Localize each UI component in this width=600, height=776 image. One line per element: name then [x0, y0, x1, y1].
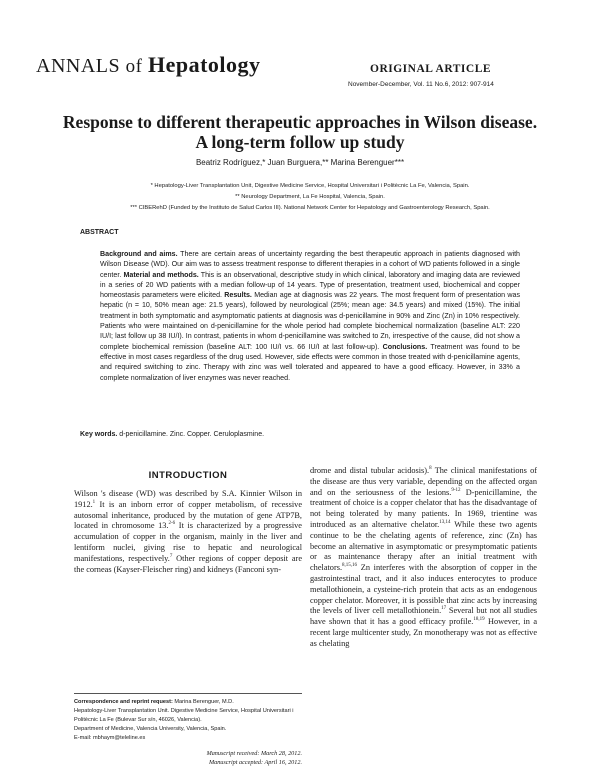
abstract-conclusions-text: Treatment was found to be effective in most cases regardless of the drug used. However, side effects were common in those treated with d-penicillamine agents, and required switching to zinc. Therapy with zinc was well tolerated and appeared to have a good efficacy. However, in 33% a complete normalization of liver enzymes was never reached.: [100, 342, 520, 382]
logo-hepatology: Hepatology: [147, 52, 261, 77]
abstract-background-text: There are certain areas of uncertainty regarding the best therapeutic approach in patients diagnosed with Wilson Disease (WD). Our aim was to assess treatment response to different therapies in a cohort of WD patients followed in a single center.: [100, 250, 521, 279]
affiliation-1: * Hepatology-Liver Transplantation Unit, Digestive Medicine Service, Hospital Universitari i Politècnic La Fe, Valencia, Spain.: [150, 183, 470, 189]
article-title: [30, 112, 570, 152]
manuscript-received: Manuscript received: March 28, 2012.: [206, 750, 302, 757]
abstract-methods-text: This is an observational, descriptive study in which clinical, laboratory and imaging data are reviewed in a series of 20 WD patients with a median follow-up of 14 years. Type of presentation, treatment used, biochemical and copper homeostasis parameters were elicited.: [100, 270, 520, 300]
manuscript-dates: [74, 749, 302, 767]
abstract-results-text: Median age at diagnosis was 22 years. The most frequent form of presentation was hepatic (n = 10, 50% mean age: 21.5 years), followed by neurological (25%; mean age: 34.5 years) and mixed (15%). The initial treatment in both symptomatic and asymptomatic patients at diagnosis was d-penicillamine in 90% and Zinc (Zn) in 10% respectively. Patients who were maintained on d-penicillamine for the whole period had complete biochemical normalization (baseline ALT: 220 IU/I; last follow up 38 IU/I). In contrast, patients in whom d-penicillamine was switched to Zn, irrespective of the cause, did not show a complete biochemical remission (baseline ALT: 100 IU/I vs. 66 IU/I at last follow-up).: [100, 291, 520, 351]
keywords: [80, 431, 264, 438]
intro-text-4: Other regions of copper deposit are the corneas (Kayser-Fleischer ring) and kidneys (Fanconi syn-: [74, 553, 303, 574]
citation-ref: 7: [169, 554, 173, 560]
title-line-1: Response to different therapeutic approaches in Wilson disease.: [62, 112, 538, 132]
intro-text-10: Several but not all studies have shown that it has a good efficacy profile.: [310, 606, 537, 627]
logo-annals: ANNALS: [36, 55, 121, 77]
journal-logo: [36, 52, 261, 78]
abstract-heading: ABSTRACT: [80, 229, 119, 236]
intro-text-3: It is characterized by a progressive accumulation of copper in the organism, mainly in the liver and lentiform nuclei, giving rise to hepatic and neurological manifestations, respectively.: [74, 521, 302, 563]
citation-ref: 1: [92, 500, 96, 506]
intro-text-1: Wilson 's disease (WD) was described by S.A. Kinnier Wilson in 1912.: [74, 489, 302, 509]
authors: Beatriz Rodríguez,* Juan Burguera,** Marina Berenguer***: [195, 158, 405, 167]
citation-ref: 13,14: [439, 520, 451, 526]
title-line-2: A long-term follow up study: [195, 132, 405, 152]
keywords-label: Key words.: [80, 431, 118, 438]
correspondence-address: Hepatology-Liver Transplantation Unit. Digestive Medicine Service, Hospital Universitari i Politècnic La Fe (Bulevar Sur s/n, 46026, Valencia).: [74, 708, 294, 723]
affiliation-3: *** CIBERehD (Funded by the Instituto de Salud Carlos III). National Network Center for Hepatology and Gastroenterology Research, Spain.: [130, 205, 490, 211]
citation-ref: 2-6: [168, 521, 176, 527]
intro-text-9: Zn interferes with the absorption of copper in the gastrointestinal tract, and it also induces enterocytes to produce metallothionein, a cysteine-rich protein that acts as an endogenous copper chelator. Moreover, it is possible that zinc acts by increasing the levels of liver cell metallothionein.: [310, 563, 537, 616]
intro-text-2: It is an inborn error of copper metabolism, of recessive autosomal inheritance, produced by the mutation of gene ATP7B, located in chromosome 13.: [74, 499, 302, 531]
abstract-methods-label: Material and methods.: [123, 270, 199, 279]
abstract-background-label: Background and aims.: [100, 250, 178, 258]
citation-ref: 9-12: [451, 487, 461, 493]
correspondence-label: Correspondence and reprint request:: [74, 699, 173, 705]
issue-line: November-December, Vol. 11 No.6, 2012: 907-914: [348, 81, 494, 88]
keywords-text: d-penicillamine. Zinc. Copper. Ceruloplasmine.: [117, 431, 265, 438]
citation-ref: 18,19: [473, 617, 485, 623]
affiliation-2: ** Neurology Department, La Fe Hospital, Valencia, Spain.: [235, 194, 385, 200]
correspondence-line-1: [74, 698, 306, 707]
abstract-conclusions-label: Conclusions.: [382, 342, 428, 351]
citation-ref: 8,15,16: [342, 563, 358, 569]
correspondence-department: Department of Medicine, Valencia University, Valencia, Spain.: [74, 726, 227, 732]
intro-text-5: drome and distal tubular acidosis).: [310, 466, 430, 475]
intro-text-8: While these two agents continue to be the chelating agents of reference, zinc (Zn) has become an alternative in asymptomatic or presymptomatic patients or as maintenance therapy after an initial treatment with chelators.: [310, 519, 537, 573]
intro-right-column: [310, 466, 537, 650]
intro-text-6: The clinical manifestations of the disease are thus very variable, depending on the affected organ and on the seriousness of the lesions.: [310, 466, 537, 497]
manuscript-accepted: Manuscript accepted: April 16, 2012.: [208, 759, 302, 766]
section-label: ORIGINAL ARTICLE: [370, 63, 492, 75]
abstract-body: [100, 249, 520, 383]
citation-ref: 8: [429, 466, 432, 472]
introduction-heading: INTRODUCTION: [148, 470, 228, 481]
correspondence-block: [74, 698, 306, 743]
correspondence-email: E-mail: mbhaym@teleline.es: [74, 735, 146, 741]
citation-ref: 17: [441, 606, 447, 612]
abstract-results-label: Results.: [224, 291, 252, 300]
intro-left-column: [74, 489, 302, 575]
correspondence-name: Marina Berenguer, M.D.: [172, 699, 234, 705]
footnote-divider: [74, 693, 302, 694]
intro-text-7: D-penicillamine, the treatment of choice is a copper chelator that has the disadvantage of not being tolerated by many patients. In 1969, trientine was introduced as an alternative chelator.: [310, 487, 537, 529]
logo-of: of: [125, 56, 143, 77]
intro-text-11: However, in a recent large multicenter study, Zn monotherapy was not as effective as chelating: [310, 617, 537, 648]
